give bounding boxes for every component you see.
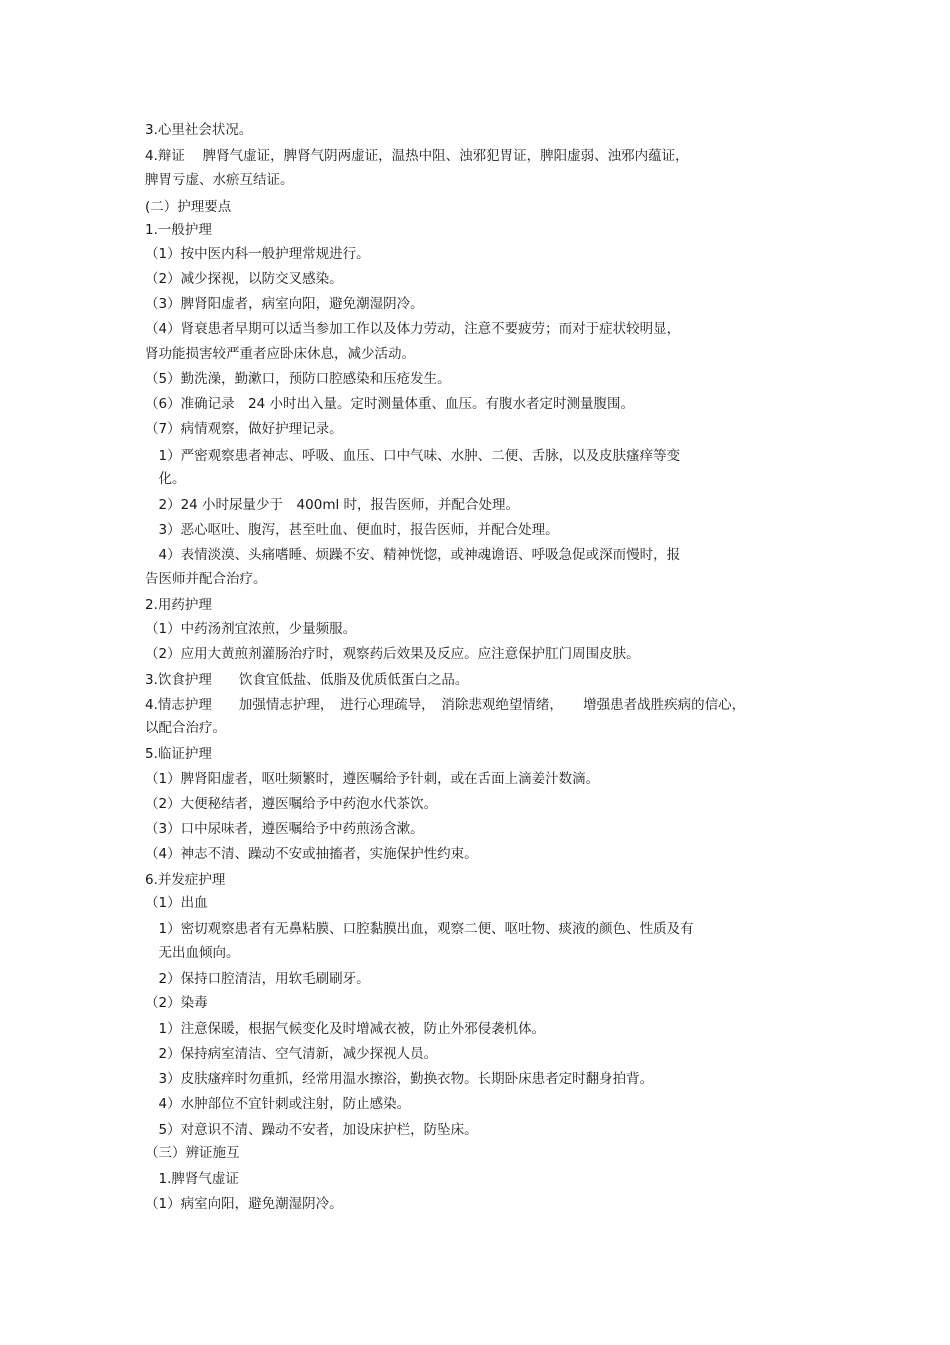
subheading-general-care: 1.一般护理 (145, 222, 212, 238)
text-line-13: （7）病情观察，做好护理记录。 (145, 421, 343, 437)
text-line-6: （1）按中医内科一般护理常规进行。 (145, 246, 370, 262)
text-line-9: （4）肾衰患者早期可以适当参加工作以及体力劳动，注意不要疲劳；而对于症状较明显， (145, 321, 681, 337)
text-line-34: 无出血倾向。 (145, 945, 240, 961)
text-line-8: （3）脾肾阳虚者，病室向阳，避免潮湿阴冷。 (145, 296, 424, 312)
text-line-10: 肾功能损害较严重者应卧床休息，减少活动。 (145, 346, 415, 362)
text-line-32: （1）出血 (145, 895, 208, 911)
text-line-22: （2）应用大黄煎剂灌肠治疗时，观察药后效果及反应。应注意保护肛门周围皮肤。 (145, 646, 640, 662)
text-line-11: （5）勤洗澡，勤漱口，预防口腔感染和压疮发生。 (145, 371, 451, 387)
text-line-15: 化。 (145, 471, 186, 487)
subheading-spleen-kidney: 1.脾肾气虚证 (145, 1171, 239, 1187)
text-line-35: 2）保持口腔清洁，用软毛刷刷牙。 (145, 971, 370, 987)
text-line-33: 1）密切观察患者有无鼻粘膜、口腔黏膜出血，观察二便、呕吐物、痰液的颜色、性质及有 (145, 921, 694, 937)
text-line-16: 2）24 小时尿量少于 400ml 时，报告医师，并配合处理。 (145, 497, 520, 513)
text-line-40: 4）水肿部位不宜针刺或注射，防止感染。 (145, 1096, 411, 1112)
text-line-7: （2）减少探视，以防交叉感染。 (145, 271, 343, 287)
text-line-30: （4）神志不清、躁动不安或抽搐者，实施保护性约束。 (145, 846, 478, 862)
text-line-1: 3.心里社会状况。 (145, 122, 253, 138)
text-line-36: （2）染毒 (145, 995, 208, 1011)
text-line-44: （1）病室向阳，避免潮湿阴冷。 (145, 1196, 343, 1212)
text-line-29: （3）口中尿味者，遵医嘱给予中药煎汤含漱。 (145, 821, 424, 837)
text-line-21: （1）中药汤剂宜浓煎，少量频服。 (145, 621, 357, 637)
text-line-14: 1）严密观察患者神志、呼吸、血压、口中气味、水肿、二便、舌脉，以及皮肤瘙痒等变 (145, 448, 681, 464)
text-line-17: 3）恶心呕吐、腹泻，甚至吐血、便血时，报告医师，并配合处理。 (145, 522, 559, 538)
text-line-18: 4）表情淡漠、头痛嗜睡、烦躁不安、精神恍惚，或神魂谵语、呼吸急促或深而慢时，报 (145, 547, 681, 563)
text-line-41: 5）对意识不清、躁动不安者，加设床护栏，防坠床。 (145, 1122, 478, 1138)
text-line-38: 2）保持病室清洁、空气清新，减少探视人员。 (145, 1046, 438, 1062)
text-line-28: （2）大便秘结者，遵医嘱给予中药泡水代茶饮。 (145, 796, 438, 812)
text-line-2: 4.辩证 脾肾气虚证，脾肾气阴两虚证，温热中阻、浊邪犯胃证，脾阳虚弱、浊邪内蕴证， (145, 148, 689, 164)
subheading-emotional-care: 4.情志护理 加强情志护理， 进行心理疏导， 消除悲观绝望情绪， 增强患者战胜疾病的信心， (145, 697, 746, 713)
text-line-27: （1）脾肾阳虚者，呕吐频繁时，遵医嘱给予针刺，或在舌面上滴姜汁数滴。 (145, 771, 600, 787)
section-heading-3: （三）辨证施互 (145, 1145, 240, 1161)
text-line-37: 1）注意保暖，根据气候变化及时增减衣被，防止外邪侵袭机体。 (145, 1021, 546, 1037)
subheading-complication-care: 6.并发症护理 (145, 872, 226, 888)
text-line-25: 以配合治疗。 (145, 720, 226, 736)
section-heading-2: (二）护理要点 (145, 199, 232, 215)
text-line-12: （6）准确记录 24 小时出入量。定时测量体重、血压。有腹水者定时测量腹围。 (145, 396, 635, 412)
text-line-3: 脾胃亏虚、水瘀互结证。 (145, 172, 294, 188)
subheading-diet-care: 3.饮食护理 饮食宜低盐、低脂及优质低蛋白之品。 (145, 672, 469, 688)
text-line-39: 3）皮肤瘙痒时勿重抓，经常用温水擦浴，勤换衣物。长期卧床患者定时翻身拍背。 (145, 1071, 654, 1087)
subheading-clinical-care: 5.临证护理 (145, 746, 212, 762)
text-line-19: 告医师并配合治疗。 (145, 571, 267, 587)
subheading-medication-care: 2.用药护理 (145, 597, 212, 613)
